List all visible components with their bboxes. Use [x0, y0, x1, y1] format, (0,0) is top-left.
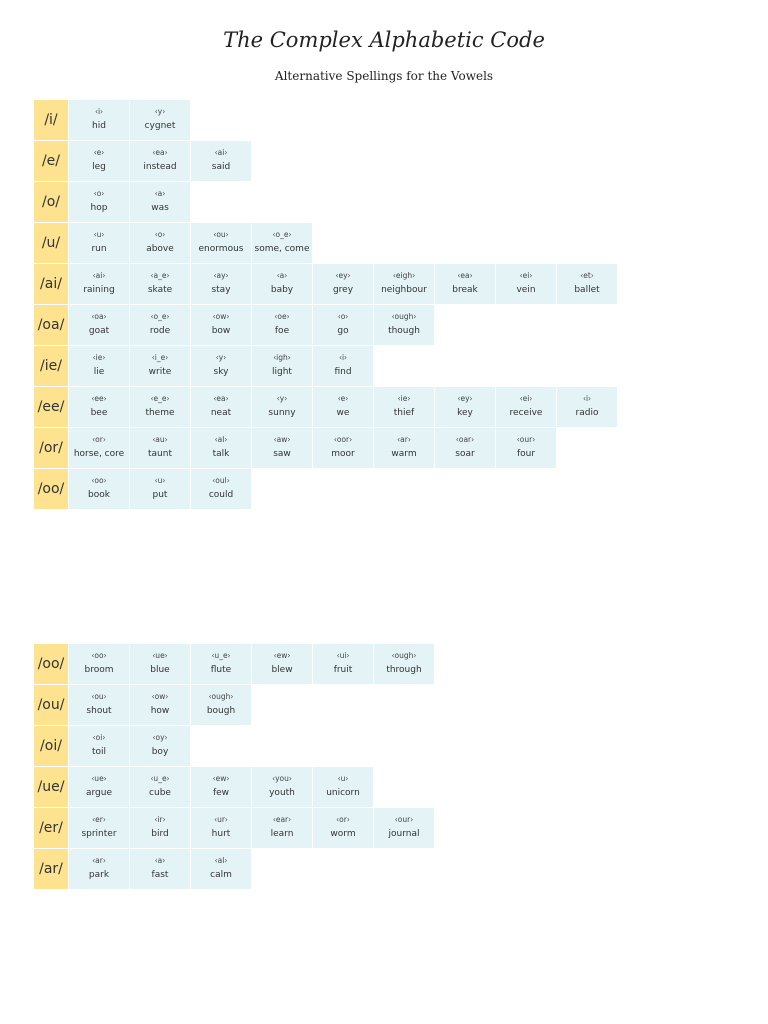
spelling-cell [130, 387, 190, 427]
grapheme: ‹our› [394, 815, 414, 824]
grapheme: ‹al› [214, 435, 228, 444]
spelling-cell [374, 428, 434, 468]
example-word: hurt [211, 829, 231, 839]
spelling-cell [191, 767, 251, 807]
grapheme: ‹ow› [151, 692, 169, 701]
spelling-cell [130, 264, 190, 304]
grapheme: ‹oo› [91, 651, 107, 660]
grapheme: ‹o_e› [272, 230, 292, 239]
phoneme-row [34, 469, 618, 509]
spelling-cell [496, 264, 556, 304]
grapheme: ‹ar› [397, 435, 411, 444]
example-word: foe [274, 326, 290, 336]
spelling-cell [130, 726, 190, 766]
phoneme-row [34, 305, 618, 345]
example-word: bee [90, 408, 108, 418]
example-word: bough [206, 706, 236, 716]
phoneme-label: /oo/ [34, 644, 68, 684]
spelling-cell [130, 849, 190, 889]
spelling-cell [313, 305, 373, 345]
grapheme: ‹y› [276, 394, 288, 403]
example-word: moor [331, 449, 355, 459]
example-word: calm [210, 870, 232, 880]
grapheme: ‹ie› [397, 394, 411, 403]
example-word: grey [332, 285, 354, 295]
phoneme-label: /or/ [34, 428, 68, 468]
example-word: broom [84, 665, 114, 675]
grapheme: ‹ue› [152, 651, 168, 660]
spelling-cell [252, 428, 312, 468]
spelling-cell [69, 767, 129, 807]
grapheme: ‹ew› [273, 651, 291, 660]
example-word: theme [145, 408, 175, 418]
grapheme: ‹ear› [272, 815, 292, 824]
example-word: receive [509, 408, 543, 418]
grapheme: ‹ei› [519, 394, 533, 403]
spelling-cell [252, 767, 312, 807]
example-word: talk [212, 449, 230, 459]
example-word: key [457, 408, 473, 418]
example-word: stay [211, 285, 231, 295]
spelling-cell [313, 808, 373, 848]
example-word: light [272, 367, 292, 377]
grapheme: ‹ai› [214, 148, 228, 157]
spelling-cell [252, 305, 312, 345]
spelling-cell [313, 428, 373, 468]
example-word: break [452, 285, 478, 295]
spelling-cell [130, 808, 190, 848]
example-word: baby [270, 285, 294, 295]
grapheme: ‹y› [215, 353, 227, 362]
phoneme-row [34, 808, 435, 848]
grapheme: ‹oe› [274, 312, 290, 321]
grapheme: ‹a› [154, 189, 166, 198]
phoneme-row [34, 428, 618, 468]
grapheme: ‹ar› [92, 856, 106, 865]
example-word: how [150, 706, 170, 716]
phoneme-row [34, 346, 618, 386]
spelling-cell [69, 141, 129, 181]
example-word: bow [211, 326, 231, 336]
spelling-cell [69, 685, 129, 725]
example-word: blew [271, 665, 293, 675]
grapheme: ‹i› [582, 394, 592, 403]
grapheme: ‹a› [154, 856, 166, 865]
spelling-cell [130, 305, 190, 345]
grapheme: ‹i_e› [151, 353, 169, 362]
grapheme: ‹ue› [91, 774, 107, 783]
spelling-cell [191, 305, 251, 345]
grapheme: ‹o› [93, 189, 105, 198]
example-word: soar [455, 449, 475, 459]
spelling-cell [69, 387, 129, 427]
example-word: ballet [574, 285, 600, 295]
phoneme-label: /ai/ [34, 264, 68, 304]
grapheme: ‹e_e› [150, 394, 170, 403]
example-word: toil [91, 747, 107, 757]
spelling-cell [69, 264, 129, 304]
example-word: run [91, 244, 107, 254]
example-word: put [152, 490, 168, 500]
phoneme-row [34, 264, 618, 304]
example-word: enormous [198, 244, 244, 254]
grapheme: ‹au› [152, 435, 168, 444]
example-word: some, come [254, 244, 310, 254]
grapheme: ‹u› [93, 230, 105, 239]
spelling-cell [191, 685, 251, 725]
spelling-cell [191, 223, 251, 263]
grapheme: ‹oul› [212, 476, 230, 485]
example-word: saw [273, 449, 291, 459]
example-word: thief [393, 408, 415, 418]
spelling-cell [252, 387, 312, 427]
example-word: could [208, 490, 234, 500]
example-word: book [88, 490, 110, 500]
grapheme: ‹e› [337, 394, 349, 403]
spelling-cell [557, 387, 617, 427]
example-word: taunt [148, 449, 172, 459]
example-word: skate [147, 285, 173, 295]
grapheme: ‹oor› [333, 435, 353, 444]
example-word: cygnet [144, 121, 176, 131]
grapheme: ‹u_e› [211, 651, 231, 660]
spelling-cell [69, 849, 129, 889]
example-word: goat [88, 326, 110, 336]
grapheme: ‹igh› [273, 353, 291, 362]
grapheme: ‹ea› [457, 271, 473, 280]
example-word: unicorn [326, 788, 360, 798]
phoneme-label: /er/ [34, 808, 68, 848]
example-word: go [337, 326, 349, 336]
example-word: instead [143, 162, 177, 172]
example-word: through [386, 665, 422, 675]
example-word: worm [330, 829, 356, 839]
grapheme: ‹oi› [92, 733, 106, 742]
phoneme-label: /oa/ [34, 305, 68, 345]
phoneme-label: /ee/ [34, 387, 68, 427]
grapheme: ‹aw› [273, 435, 291, 444]
spelling-cell [69, 182, 129, 222]
grapheme: ‹you› [272, 774, 292, 783]
grapheme: ‹eigh› [392, 271, 416, 280]
grapheme: ‹ow› [212, 312, 230, 321]
phoneme-row [34, 685, 435, 725]
example-word: vein [516, 285, 536, 295]
spelling-cell [130, 100, 190, 140]
grapheme: ‹al› [214, 856, 228, 865]
grapheme: ‹y› [154, 107, 166, 116]
spelling-cell [191, 644, 251, 684]
phoneme-row [34, 141, 618, 181]
phoneme-label: /ar/ [34, 849, 68, 889]
grapheme: ‹oo› [91, 476, 107, 485]
grapheme: ‹o› [154, 230, 166, 239]
grapheme: ‹u› [154, 476, 166, 485]
spelling-cell [374, 808, 434, 848]
spelling-cell [130, 223, 190, 263]
spelling-cell [130, 141, 190, 181]
spelling-cell [313, 387, 373, 427]
spelling-cell [374, 264, 434, 304]
grapheme: ‹u› [337, 774, 349, 783]
spelling-cell [313, 767, 373, 807]
example-word: journal [388, 829, 420, 839]
phoneme-label: /oi/ [34, 726, 68, 766]
phoneme-row [34, 100, 618, 140]
example-word: said [211, 162, 231, 172]
spelling-cell [130, 685, 190, 725]
spelling-cell [313, 346, 373, 386]
grapheme: ‹oar› [455, 435, 475, 444]
grapheme: ‹our› [516, 435, 536, 444]
grapheme: ‹i› [338, 353, 348, 362]
spelling-cell [191, 346, 251, 386]
grapheme: ‹ou› [213, 230, 229, 239]
example-word: above [146, 244, 174, 254]
grapheme: ‹ough› [391, 651, 417, 660]
spelling-cell [69, 346, 129, 386]
grapheme: ‹or› [92, 435, 106, 444]
example-word: neighbour [381, 285, 427, 295]
example-word: horse, core [73, 449, 125, 459]
grapheme: ‹ei› [519, 271, 533, 280]
grapheme: ‹ea› [213, 394, 229, 403]
spelling-cell [435, 428, 495, 468]
example-word: radio [575, 408, 599, 418]
spelling-cell [191, 808, 251, 848]
example-word: few [212, 788, 230, 798]
spelling-cell [69, 726, 129, 766]
grapheme: ‹ui› [336, 651, 350, 660]
spelling-cell [130, 644, 190, 684]
spelling-cell [69, 469, 129, 509]
grapheme: ‹oy› [152, 733, 168, 742]
grapheme: ‹ie› [92, 353, 106, 362]
spelling-cell [252, 346, 312, 386]
phoneme-row [34, 644, 435, 684]
spelling-cell [69, 808, 129, 848]
grapheme: ‹ir› [154, 815, 166, 824]
example-word: find [334, 367, 352, 377]
spelling-cell [435, 387, 495, 427]
grapheme: ‹ew› [212, 774, 230, 783]
grapheme: ‹ough› [391, 312, 417, 321]
example-word: sky [213, 367, 229, 377]
grapheme: ‹ough› [208, 692, 234, 701]
phoneme-row [34, 767, 435, 807]
phoneme-label: /ue/ [34, 767, 68, 807]
spelling-cell [130, 469, 190, 509]
spelling-cell [130, 346, 190, 386]
spelling-cell [252, 644, 312, 684]
grapheme: ‹et› [580, 271, 594, 280]
spelling-cell [557, 264, 617, 304]
grapheme: ‹ou› [91, 692, 107, 701]
phoneme-label: /i/ [34, 100, 68, 140]
phoneme-label: /o/ [34, 182, 68, 222]
spelling-cell [69, 428, 129, 468]
grapheme: ‹e› [93, 148, 105, 157]
grapheme: ‹er› [92, 815, 106, 824]
example-word: youth [269, 788, 295, 798]
spelling-cell [191, 264, 251, 304]
grapheme: ‹ai› [92, 271, 106, 280]
example-word: fast [151, 870, 169, 880]
grapheme: ‹oa› [91, 312, 107, 321]
grapheme: ‹ea› [152, 148, 168, 157]
spelling-cell [130, 767, 190, 807]
spelling-cell [374, 644, 434, 684]
spelling-cell [313, 644, 373, 684]
example-word: write [148, 367, 172, 377]
example-word: four [516, 449, 536, 459]
phoneme-row [34, 223, 618, 263]
spelling-cell [69, 644, 129, 684]
grapheme: ‹or› [336, 815, 350, 824]
spelling-cell [191, 469, 251, 509]
spelling-cell [496, 428, 556, 468]
example-word: boy [151, 747, 169, 757]
grapheme: ‹ey› [335, 271, 351, 280]
spelling-cell [313, 264, 373, 304]
spelling-cell [252, 223, 312, 263]
example-word: park [88, 870, 110, 880]
example-word: raining [83, 285, 115, 295]
example-word: sunny [268, 408, 296, 418]
example-word: warm [391, 449, 417, 459]
grapheme: ‹a› [276, 271, 288, 280]
vowel-spellings-table-1 [34, 100, 618, 510]
example-word: lie [93, 367, 105, 377]
spelling-cell [130, 182, 190, 222]
spelling-cell [191, 849, 251, 889]
grapheme: ‹u_e› [150, 774, 170, 783]
phoneme-row [34, 387, 618, 427]
spelling-cell [191, 428, 251, 468]
phoneme-row [34, 726, 435, 766]
example-word: bird [151, 829, 169, 839]
spelling-cell [69, 223, 129, 263]
phoneme-label: /ou/ [34, 685, 68, 725]
phoneme-row [34, 182, 618, 222]
example-word: learn [270, 829, 294, 839]
grapheme: ‹o_e› [150, 312, 170, 321]
phoneme-row [34, 849, 435, 889]
spelling-cell [191, 387, 251, 427]
grapheme: ‹ay› [213, 271, 229, 280]
spelling-cell [435, 264, 495, 304]
example-word: rode [149, 326, 171, 336]
grapheme: ‹ur› [214, 815, 228, 824]
phoneme-label: /ie/ [34, 346, 68, 386]
spelling-cell [252, 264, 312, 304]
grapheme: ‹ee› [91, 394, 107, 403]
example-word: blue [150, 665, 170, 675]
phoneme-label: /e/ [34, 141, 68, 181]
example-word: neat [210, 408, 232, 418]
spelling-cell [374, 305, 434, 345]
page-subtitle: Alternative Spellings for the Vowels [274, 69, 494, 83]
spelling-cell [496, 387, 556, 427]
spelling-cell [130, 428, 190, 468]
grapheme: ‹ey› [457, 394, 473, 403]
example-word: shout [86, 706, 112, 716]
grapheme: ‹a_e› [150, 271, 170, 280]
spelling-cell [252, 808, 312, 848]
spelling-cell [191, 141, 251, 181]
grapheme: ‹i› [94, 107, 104, 116]
spelling-cell [69, 100, 129, 140]
example-word: flute [210, 665, 232, 675]
example-word: leg [92, 162, 106, 172]
example-word: fruit [333, 665, 353, 675]
example-word: sprinter [81, 829, 117, 839]
example-word: we [336, 408, 350, 418]
spelling-cell [69, 305, 129, 345]
example-word: argue [85, 788, 112, 798]
grapheme: ‹o› [337, 312, 349, 321]
example-word: though [388, 326, 420, 336]
vowel-spellings-table-2 [34, 644, 435, 890]
phoneme-label: /u/ [34, 223, 68, 263]
example-word: cube [149, 788, 171, 798]
page-title: The Complex Alphabetic Code [223, 28, 545, 52]
spelling-cell [374, 387, 434, 427]
example-word: was [151, 203, 169, 213]
phoneme-label: /oo/ [34, 469, 68, 509]
example-word: hid [92, 121, 106, 131]
example-word: hop [90, 203, 108, 213]
